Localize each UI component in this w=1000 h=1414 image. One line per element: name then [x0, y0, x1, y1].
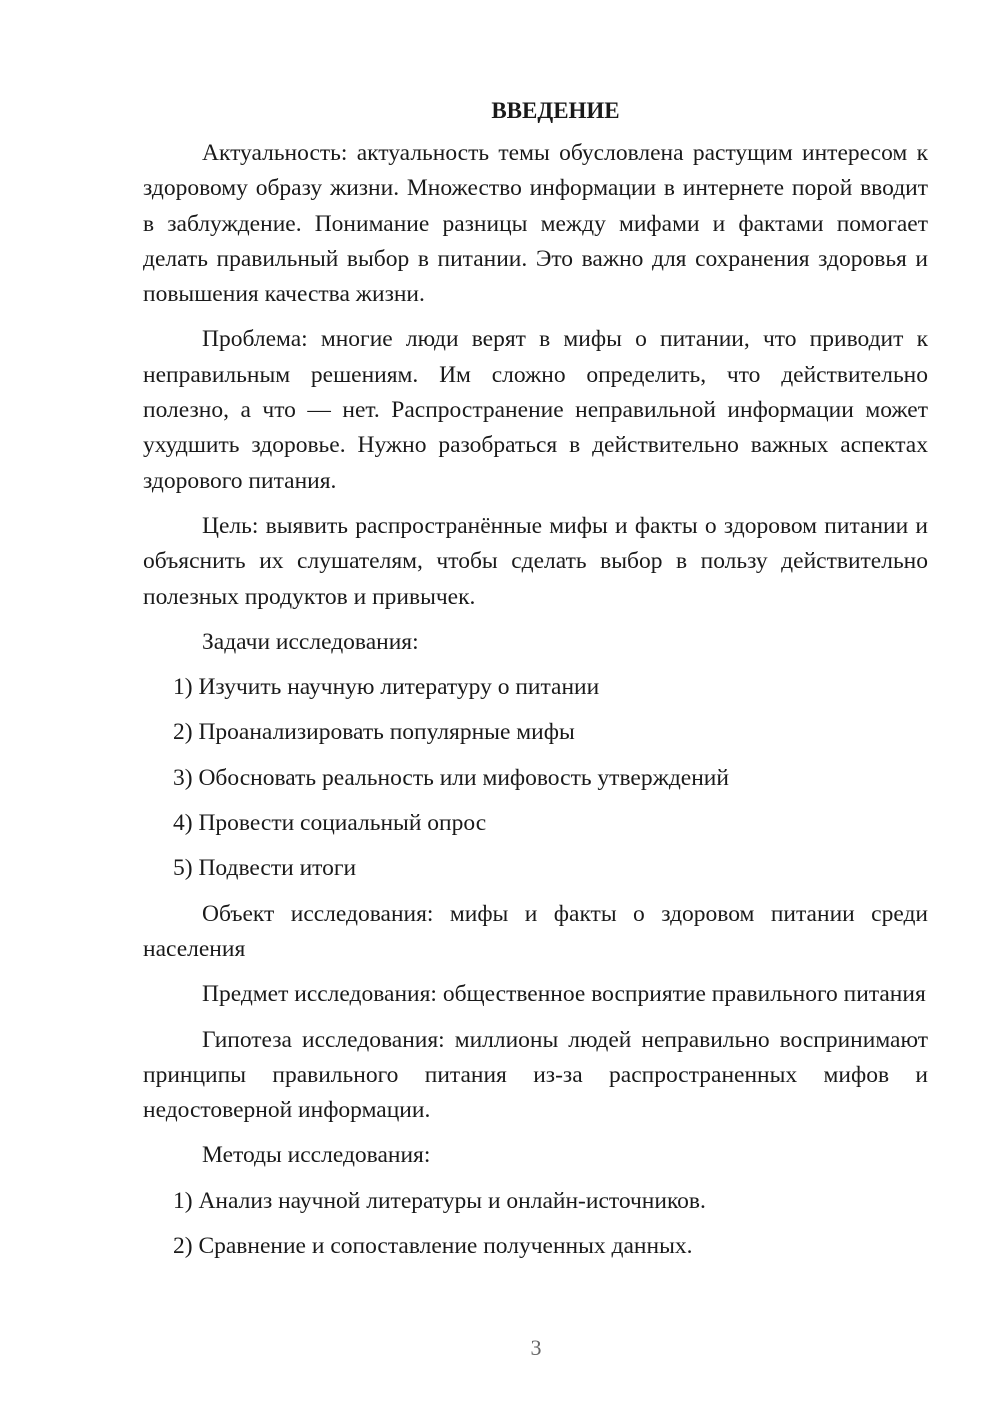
task-item-5: 5) Подвести итоги	[173, 855, 357, 882]
task-item-3: 3) Обосновать реальность или мифовость утверждений	[173, 764, 729, 791]
task-item-1: 1) Изучить научную литературу о питании	[173, 674, 600, 701]
subject-paragraph: Предмет исследования: общественное восприятие правильного питания	[202, 981, 926, 1008]
hypothesis-paragraph: Гипотеза исследования: миллионы людей неправильно воспринимают принципы правильного питания из-за распространенных мифов и недостоверной информации.	[143, 1026, 928, 1124]
page-title: ВВЕДЕНИЕ	[491, 98, 620, 123]
methods-heading: Методы исследования:	[202, 1142, 431, 1169]
page-content	[143, 96, 928, 1274]
page-number: 3	[530, 1335, 542, 1360]
method-item-2: 2) Сравнение и сопоставление полученных данных.	[173, 1233, 693, 1260]
relevance-paragraph: Актуальность: актуальность темы обусловлена растущим интересом к здоровому образу жизни. Множество информации в интернете порой вводит в заблуждение. Понимание разницы между мифами и фактами помогает делать правильный выбор в питании. Это важно для сохранения здоровья и повышения качества жизни.	[143, 140, 928, 308]
goal-paragraph: Цель: выявить распространённые мифы и факты о здоровом питании и объяснить их слушателям, чтобы сделать выбор в пользу действительно полезных продуктов и привычек.	[143, 512, 928, 610]
tasks-heading: Задачи исследования:	[202, 628, 419, 655]
object-paragraph: Объект исследования: мифы и факты о здоровом питании среди населения	[143, 900, 928, 962]
task-item-2: 2) Проанализировать популярные мифы	[173, 719, 575, 746]
method-item-1: 1) Анализ научной литературы и онлайн-источников.	[173, 1187, 706, 1214]
task-item-4: 4) Провести социальный опрос	[173, 810, 487, 837]
problem-paragraph: Проблема: многие люди верят в мифы о питании, что приводит к неправильным решениям. Им сложно определить, что действительно полезно, а что — нет. Распространение неправильной информации может ухудшить здоровье. Нужно разобраться в действительно важных аспектах здорового питания.	[143, 326, 928, 494]
